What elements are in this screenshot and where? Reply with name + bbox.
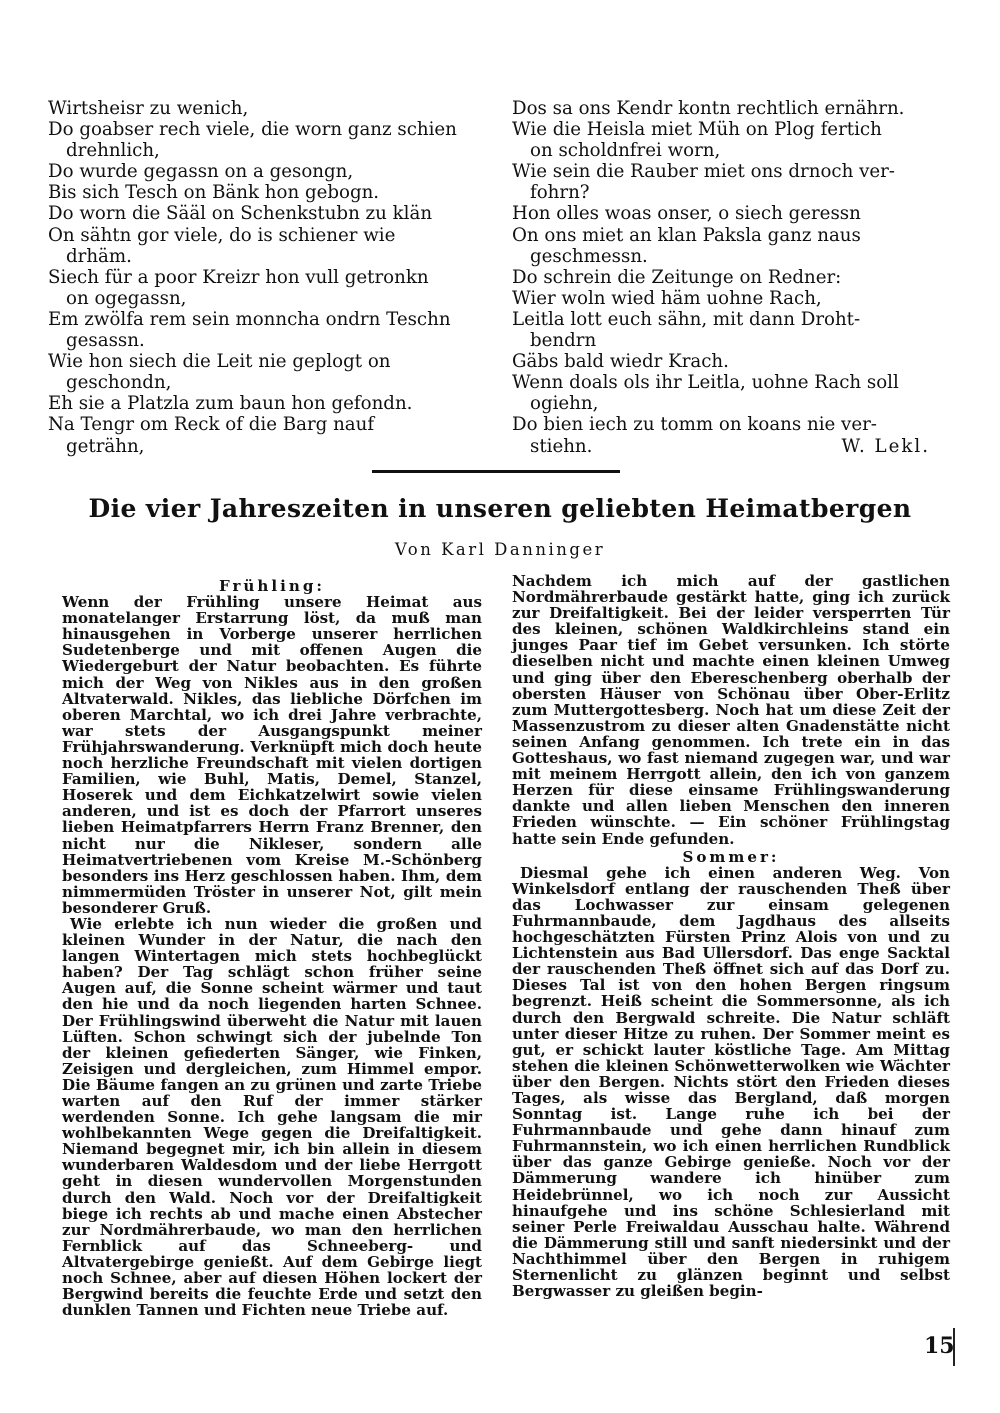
poem-line: Wie die Heisla miet Müh on Plog fertich bbox=[512, 119, 882, 141]
poem-signature: W. Lekl. bbox=[841, 435, 930, 457]
poem-line: Bis sich Tesch on Bänk hon gebogn. bbox=[48, 182, 380, 204]
poem-last-line bbox=[512, 436, 952, 457]
poem-line: Na Tengr om Reck of die Barg nauf bbox=[48, 414, 375, 436]
poem-line: Do schrein die Zeitunge on Redner: bbox=[512, 266, 842, 288]
poem-line: Eh sie a Platzla zum baun hon gefondn. bbox=[48, 393, 413, 415]
poem-line: Wirtsheisr zu wenich, bbox=[48, 98, 249, 119]
poem-line: Wenn doals ols ihr Leitla, uohne Rach soll bbox=[512, 372, 899, 394]
page-number: 15 bbox=[924, 1333, 955, 1359]
article-paragraph: Wie erlebte ich nun wieder die großen und kleinen Wunder in der Natur, die nach den langen Wintertagen mich stets hochbeglückt haben? Der Tag schlägt schon früher seine Augen auf, die Sonne scheint wärmer und taut den hie und da noch liegenden harten Schnee. Der Frühlingswind überweht die Natur mit lauen Lüften. Schon schwingt sich der jubelnde Ton der kleinen gefiederten Sänger, wie Finken, Zeisigen und dergleichen, zum Himmel empor. Die Bäume fangen an zu grünen und zarte Triebe warten auf den Ruf der immer stärker werdenden Sonne. Ich gehe langsam die mir wohlbekannten Wege gegen die Dreifaltigkeit. Niemand begegnet mir, ich bin allein in diesem wunderbaren Waldesdom und der liebe Herrgott geht in diesen wundervollen Morgenstunden durch den Wald. Noch vor der Dreifaltigkeit biege ich rechts ab und mache einen Abstecher zur Nordmährerbaude, wo man den herrlichen Fernblick auf das Schneeberg- und Altvatergebirge genießt. Auf dem Gebirge liegt noch Schnee, aber auf diesen Höhen lockert der Bergwind bereits die feuchte Erde und setzt den dunklen Tannen und Fichten neue Triebe auf. bbox=[62, 914, 482, 1320]
poem-line: Do bien iech zu tomm on koans nie ver- bbox=[512, 414, 877, 436]
article-byline: Von Karl Danninger bbox=[394, 540, 606, 559]
poem-line: geschmessn. bbox=[530, 245, 648, 267]
poem-line: Wier woln wied häm uohne Rach, bbox=[512, 287, 822, 309]
poem-line: ogiehn, bbox=[530, 393, 599, 415]
poem-line: drhäm. bbox=[66, 245, 132, 267]
poem-right-column bbox=[512, 98, 952, 457]
poem-line: geträhn, bbox=[66, 435, 145, 457]
poem-line: on ogegassn, bbox=[66, 287, 187, 309]
poem-line: Do goabser rech viele, die worn ganz schien bbox=[48, 119, 457, 141]
poem-line: stiehn. bbox=[530, 435, 593, 457]
article-paragraph: Wenn der Frühling unsere Heimat aus monatelanger Erstarrung löst, da muß man hinausgehen in Vorberge unserer herrlichen Sudetenberge und mit offenen Augen die Wiedergeburt der Natur beobachten. Es führte mich der Weg von Nikles aus in den großen Altvaterwald. Nikles, das liebliche Dörfchen im oberen Marchtal, wo ich drei Jahre verbrachte, war stets der Ausgangspunkt meiner Frühjahrswanderung. Verknüpft mich doch heute noch herzliche Freundschaft mit vielen dortigen Familien, wie Buhl, Matis, Demel, Stanzel, Hoserek und dem Eichkatzelwirt sowie vielen anderen, und ist es doch der Pfarrort unseres lieben Heimatpfarrers Herrn Franz Brenner, den nicht nur die Nikleser, sondern alle Heimatvertriebenen vom Kreise M.-Schönberg besonders ins Herz geschlossen haben. Ihm, dem nimmermüden Tröster in unserer Not, gilt mein besonderer Gruß. bbox=[62, 593, 482, 917]
poem-line: Do wurde gegassn on a gesongn, bbox=[48, 161, 354, 183]
spring-heading: Frühling: bbox=[219, 577, 325, 595]
poem-line: on scholdnfrei worn, bbox=[530, 140, 721, 162]
poem-line: Hon olles woas onser, o siech geressn bbox=[512, 203, 861, 225]
poem-line: Wie sein die Rauber miet ons drnoch ver- bbox=[512, 161, 895, 183]
poem-line: fohrn? bbox=[530, 182, 590, 204]
poem-line: On sähtn gor viele, do is schiener wie bbox=[48, 224, 396, 246]
poem-line: bendrn bbox=[530, 330, 597, 352]
poem-line: drehnlich, bbox=[66, 140, 160, 162]
poem-line: geschondn, bbox=[66, 372, 172, 394]
poem-line: gesassn. bbox=[66, 330, 145, 352]
poem-line: Gäbs bald wiedr Krach. bbox=[512, 351, 729, 373]
poem-line: Siech für a poor Kreizr hon vull getronkn bbox=[48, 266, 429, 288]
article-paragraph: Diesmal gehe ich einen anderen Weg. Von Winkelsdorf entlang der rauschenden Theß über das Lochwasser zur einsam gelegenen Fuhrmannbaude, dem Jagdhaus des allseits hochgeschätzten Fürsten Prinz Alois von und zu Lichtenstein aus Bad Ullersdorf. Das enge Sacktal der rauschenden Theß öffnet sich auf das Dorf zu. Dieses Tal ist von den hohen Bergen ringsum begrenzt. Heiß scheint die Sommersonne, als ich durch den Bergwald schreite. Die Natur schläft unter dieser Hitze zu ruhen. Der Sommer meint es gut, er schickt lauter köstliche Tage. Am Mittag stehen die kleinen Schönwetterwolken wie Wächter über den Bergen. Nichts stört den Frieden dieses Tages, als wisse das Bergland, daß morgen Sonntag ist. Lange ruhe ich bei der Fuhrmannbaude und gehe dann hinauf zum Fuhrmannstein, wo ich einen herrlichen Rundblick über das ganze Gebirge genieße. Noch vor der Dämmerung wandere ich hinüber zum Heidebrünnel, wo ich noch zur Aussicht hinaufgehe und ins schöne Schlesierland mit seiner Perle Freiwaldau Ausschau halte. Während die Dämmerung still und sanft niedersinkt und der Nachthimmel über den Bergen in ruhigem Sternenlicht zu glänzen beginnt und selbst Bergwasser zu gleißen begin- bbox=[512, 863, 950, 1301]
poem-line: Dos sa ons Kendr kontn rechtlich ernährn. bbox=[512, 98, 905, 119]
poem-line: Do worn die Sääl on Schenkstubn zu klän bbox=[48, 203, 433, 225]
article-left-column bbox=[62, 576, 482, 1318]
article-title: Die vier Jahreszeiten in unseren geliebten Heimatbergen bbox=[88, 494, 912, 523]
summer-heading: Sommer: bbox=[682, 847, 780, 866]
article-right-column bbox=[512, 573, 950, 1299]
article-paragraph: Nachdem ich mich auf der gastlichen Nordmährerbaude gestärkt hatte, ging ich zurück zur Dreifaltigkeit. Bei der leider versperrten Tür des kleinen, schönen Waldkirchleins stand ein junges Paar tief im Gebet versunken. Ich störte dieselben nicht und machte einen kleinen Umweg und ging über den Ebereschenberg oberhalb der obersten Häuser von Schönau über Ober-Erlitz zum Muttergottesberg. Noch hat um diese Zeit der Massenzustrom zu dieser alten Gnadenstätte nicht seinen Anfang genommen. Ich trete ein in das Gotteshaus, wo fast niemand zugegen war, und war mit meinem Herrgott allein, den ich von ganzem Herzen für diese einsame Frühlingswanderung dankte und allen lieben Menschen den inneren Frieden wünschte. — Ein schöner Frühlingstag hatte sein Ende gefunden. bbox=[512, 572, 950, 848]
poem-line: Leitla lott euch sähn, mit dann Droht- bbox=[512, 308, 861, 330]
poem-line: On ons miet an klan Paksla ganz naus bbox=[512, 224, 861, 246]
poem-left-column bbox=[48, 98, 488, 457]
section-divider bbox=[372, 470, 620, 473]
poem-line: Wie hon siech die Leit nie geplogt on bbox=[48, 351, 391, 373]
poem-line: Em zwölfa rem sein monncha ondrn Teschn bbox=[48, 308, 451, 330]
